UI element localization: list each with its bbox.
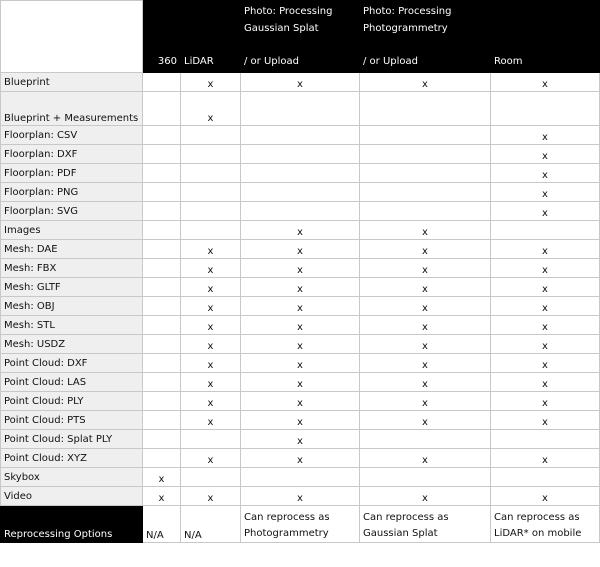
row-label: Images xyxy=(1,221,143,240)
cell-room: x xyxy=(491,335,600,354)
cell-photogrammetry: x xyxy=(360,221,491,240)
cell-room: x xyxy=(491,354,600,373)
table-row xyxy=(1,430,600,449)
cell-photogrammetry xyxy=(360,164,491,183)
row-label: Floorplan: CSV xyxy=(1,126,143,145)
cell-room xyxy=(491,221,600,240)
cell-gaussian-splat: x xyxy=(241,297,360,316)
cell-gaussian-splat: x xyxy=(241,335,360,354)
cell-gaussian-splat: x xyxy=(241,430,360,449)
cell-gaussian-splat: x xyxy=(241,240,360,259)
row-label: Mesh: OBJ xyxy=(1,297,143,316)
cell-room: x xyxy=(491,373,600,392)
row-label: Mesh: DAE xyxy=(1,240,143,259)
cell-photogrammetry: x xyxy=(360,335,491,354)
row-label: Blueprint xyxy=(1,73,143,92)
cell-gaussian-splat: x xyxy=(241,373,360,392)
cell-360 xyxy=(143,449,181,468)
cell-photogrammetry: x xyxy=(360,354,491,373)
cell-room xyxy=(491,468,600,487)
cell-lidar xyxy=(181,145,241,164)
reprocessing-cell-gaussian-splat: Can reprocess as Photogrammetry xyxy=(241,506,360,543)
cell-room: x xyxy=(491,164,600,183)
cell-photogrammetry: x xyxy=(360,240,491,259)
row-label: Mesh: STL xyxy=(1,316,143,335)
table-row xyxy=(1,126,600,145)
cell-lidar: x xyxy=(181,240,241,259)
cell-lidar xyxy=(181,183,241,202)
table-row xyxy=(1,392,600,411)
cell-lidar: x xyxy=(181,354,241,373)
table-row xyxy=(1,411,600,430)
cell-lidar xyxy=(181,126,241,145)
cell-photogrammetry: x xyxy=(360,392,491,411)
cell-gaussian-splat: x xyxy=(241,411,360,430)
cell-lidar xyxy=(181,221,241,240)
column-header-lidar: LiDAR xyxy=(181,1,241,73)
cell-360 xyxy=(143,240,181,259)
cell-gaussian-splat: x xyxy=(241,316,360,335)
cell-360 xyxy=(143,221,181,240)
cell-360 xyxy=(143,354,181,373)
reprocessing-cell-room: Can reprocess as LiDAR* on mobile xyxy=(491,506,600,543)
cell-room: x xyxy=(491,183,600,202)
cell-lidar: x xyxy=(181,278,241,297)
table-row xyxy=(1,354,600,373)
table-row xyxy=(1,278,600,297)
cell-room: x xyxy=(491,240,600,259)
cell-photogrammetry: x xyxy=(360,259,491,278)
cell-room: x xyxy=(491,411,600,430)
cell-photogrammetry xyxy=(360,183,491,202)
table-row xyxy=(1,202,600,221)
header-row xyxy=(1,1,600,73)
table-row xyxy=(1,221,600,240)
cell-room: x xyxy=(491,145,600,164)
cell-gaussian-splat xyxy=(241,202,360,221)
table-row xyxy=(1,335,600,354)
cell-gaussian-splat: x xyxy=(241,487,360,506)
row-label: Video xyxy=(1,487,143,506)
column-header-gaussian-splat: Photo: Processing Gaussian Splat / or Upload xyxy=(241,1,360,73)
cell-lidar: x xyxy=(181,259,241,278)
table-row xyxy=(1,297,600,316)
cell-gaussian-splat: x xyxy=(241,392,360,411)
cell-360 xyxy=(143,92,181,126)
cell-360 xyxy=(143,335,181,354)
cell-room xyxy=(491,92,600,126)
cell-photogrammetry: x xyxy=(360,316,491,335)
cell-photogrammetry xyxy=(360,145,491,164)
table-body xyxy=(1,73,600,543)
cell-360 xyxy=(143,164,181,183)
cell-photogrammetry: x xyxy=(360,373,491,392)
cell-360 xyxy=(143,430,181,449)
cell-photogrammetry: x xyxy=(360,449,491,468)
cell-room: x xyxy=(491,126,600,145)
table-row xyxy=(1,259,600,278)
column-header-room: Room xyxy=(491,1,600,73)
cell-360 xyxy=(143,297,181,316)
cell-360 xyxy=(143,392,181,411)
row-label: Point Cloud: XYZ xyxy=(1,449,143,468)
cell-360 xyxy=(143,73,181,92)
cell-lidar: x xyxy=(181,411,241,430)
cell-photogrammetry xyxy=(360,430,491,449)
row-label: Mesh: USDZ xyxy=(1,335,143,354)
cell-360: x xyxy=(143,487,181,506)
reprocessing-row xyxy=(1,506,600,543)
cell-360 xyxy=(143,411,181,430)
cell-lidar: x xyxy=(181,92,241,126)
row-label: Point Cloud: Splat PLY xyxy=(1,430,143,449)
reprocessing-cell-lidar: N/A xyxy=(181,506,241,543)
cell-360 xyxy=(143,183,181,202)
cell-360 xyxy=(143,145,181,164)
column-header-360: 360 xyxy=(143,1,181,73)
table-row xyxy=(1,316,600,335)
reprocessing-cell-360: N/A xyxy=(143,506,181,543)
cell-gaussian-splat xyxy=(241,145,360,164)
cell-lidar: x xyxy=(181,373,241,392)
reprocessing-cell-photogrammetry: Can reprocess as Gaussian Splat xyxy=(360,506,491,543)
column-header-photogrammetry: Photo: Processing Photogrammetry / or Upload xyxy=(360,1,491,73)
header-corner-cell xyxy=(1,1,143,73)
cell-gaussian-splat xyxy=(241,468,360,487)
cell-gaussian-splat xyxy=(241,126,360,145)
cell-gaussian-splat: x xyxy=(241,449,360,468)
cell-photogrammetry xyxy=(360,468,491,487)
table-row xyxy=(1,240,600,259)
cell-lidar: x xyxy=(181,487,241,506)
row-label: Point Cloud: PTS xyxy=(1,411,143,430)
cell-lidar: x xyxy=(181,316,241,335)
cell-gaussian-splat: x xyxy=(241,278,360,297)
cell-360: x xyxy=(143,468,181,487)
cell-room: x xyxy=(491,278,600,297)
cell-gaussian-splat: x xyxy=(241,259,360,278)
table-row xyxy=(1,468,600,487)
table-row xyxy=(1,145,600,164)
table-row xyxy=(1,183,600,202)
row-label: Mesh: GLTF xyxy=(1,278,143,297)
cell-gaussian-splat xyxy=(241,164,360,183)
cell-photogrammetry: x xyxy=(360,297,491,316)
table-row xyxy=(1,73,600,92)
cell-room: x xyxy=(491,449,600,468)
cell-lidar xyxy=(181,468,241,487)
row-label: Floorplan: PDF xyxy=(1,164,143,183)
cell-gaussian-splat xyxy=(241,92,360,126)
row-label: Point Cloud: DXF xyxy=(1,354,143,373)
cell-lidar xyxy=(181,430,241,449)
cell-gaussian-splat: x xyxy=(241,221,360,240)
cell-gaussian-splat: x xyxy=(241,73,360,92)
cell-gaussian-splat: x xyxy=(241,354,360,373)
cell-room: x xyxy=(491,392,600,411)
table-row xyxy=(1,373,600,392)
cell-lidar: x xyxy=(181,73,241,92)
cell-photogrammetry xyxy=(360,126,491,145)
row-label: Mesh: FBX xyxy=(1,259,143,278)
row-label: Floorplan: DXF xyxy=(1,145,143,164)
table-row xyxy=(1,487,600,506)
table-row xyxy=(1,164,600,183)
table-row xyxy=(1,92,600,126)
cell-room: x xyxy=(491,73,600,92)
cell-room: x xyxy=(491,487,600,506)
cell-photogrammetry: x xyxy=(360,411,491,430)
row-label: Point Cloud: LAS xyxy=(1,373,143,392)
row-label: Floorplan: PNG xyxy=(1,183,143,202)
row-label: Floorplan: SVG xyxy=(1,202,143,221)
row-label: Blueprint + Measurements xyxy=(1,92,143,126)
cell-room: x xyxy=(491,316,600,335)
table-row xyxy=(1,449,600,468)
cell-photogrammetry: x xyxy=(360,73,491,92)
cell-photogrammetry: x xyxy=(360,487,491,506)
cell-360 xyxy=(143,373,181,392)
cell-360 xyxy=(143,278,181,297)
cell-360 xyxy=(143,126,181,145)
cell-360 xyxy=(143,316,181,335)
cell-gaussian-splat xyxy=(241,183,360,202)
cell-lidar: x xyxy=(181,392,241,411)
cell-room xyxy=(491,430,600,449)
cell-lidar: x xyxy=(181,297,241,316)
cell-room: x xyxy=(491,259,600,278)
cell-room: x xyxy=(491,202,600,221)
cell-photogrammetry xyxy=(360,202,491,221)
cell-photogrammetry xyxy=(360,92,491,126)
cell-360 xyxy=(143,259,181,278)
cell-photogrammetry: x xyxy=(360,278,491,297)
row-label: Skybox xyxy=(1,468,143,487)
cell-lidar: x xyxy=(181,449,241,468)
cell-lidar xyxy=(181,202,241,221)
cell-lidar xyxy=(181,164,241,183)
cell-lidar: x xyxy=(181,335,241,354)
reprocessing-label: Reprocessing Options xyxy=(1,506,143,543)
row-label: Point Cloud: PLY xyxy=(1,392,143,411)
cell-room: x xyxy=(491,297,600,316)
cell-360 xyxy=(143,202,181,221)
